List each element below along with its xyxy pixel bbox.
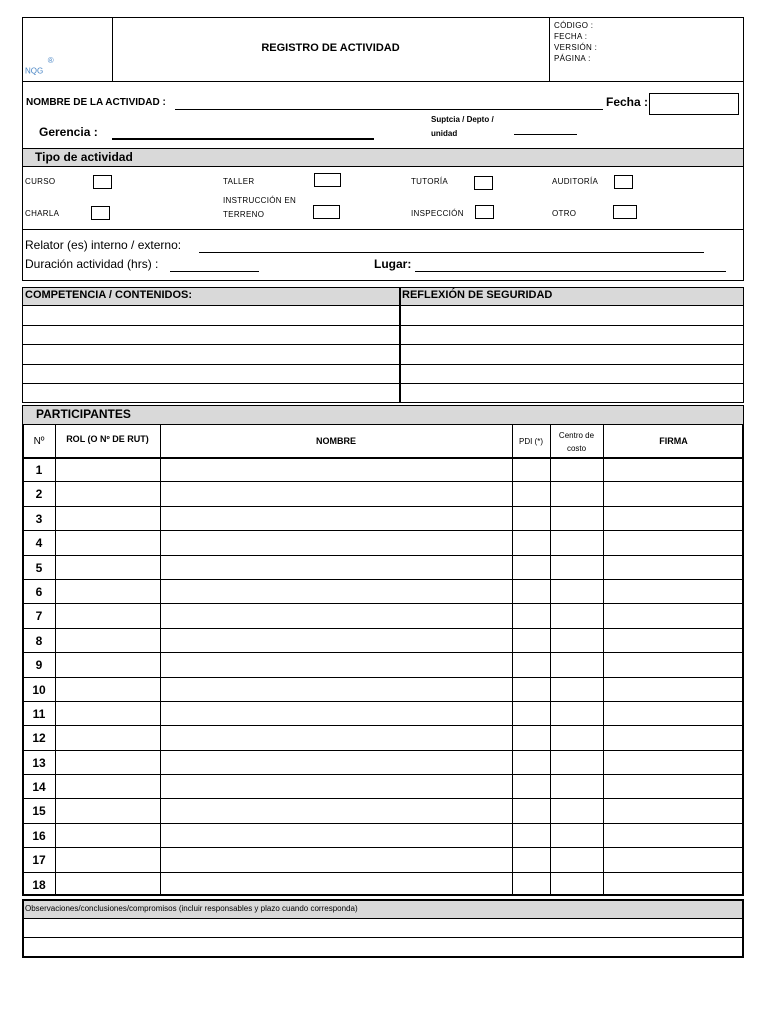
relator-label: Relator (es) interno / externo: bbox=[25, 238, 182, 252]
col-nombre-header: NOMBRE bbox=[316, 436, 356, 446]
row-number: 1 bbox=[35, 463, 43, 477]
row-number: 18 bbox=[32, 877, 46, 892]
table-row-divider bbox=[22, 750, 744, 751]
table-row-divider bbox=[22, 872, 744, 873]
gerencia-field[interactable] bbox=[112, 138, 374, 140]
tipo-inspeccion-checkbox[interactable] bbox=[475, 205, 494, 219]
lugar-field[interactable] bbox=[415, 271, 726, 272]
row-number: 16 bbox=[32, 828, 46, 843]
row-number: 6 bbox=[35, 584, 43, 599]
col-firma-header: FIRMA bbox=[659, 436, 688, 446]
row-number: 13 bbox=[32, 755, 46, 770]
table-row-divider bbox=[22, 701, 744, 702]
tipo-taller-label: TALLER bbox=[223, 177, 255, 186]
tipo-auditoria-checkbox[interactable] bbox=[614, 175, 633, 189]
row-number: 5 bbox=[35, 560, 43, 575]
col-rol-header: ROL (O Nº DE RUT) bbox=[66, 434, 149, 444]
row-number: 8 bbox=[35, 633, 43, 648]
table-row-divider bbox=[22, 798, 744, 799]
tipo-otro-checkbox[interactable] bbox=[613, 205, 637, 219]
meta-version: VERSIÓN : bbox=[554, 43, 598, 52]
table-row-divider bbox=[22, 847, 744, 848]
row-number: 3 bbox=[35, 511, 43, 526]
logo-text: NQG bbox=[25, 66, 44, 76]
table-row-divider bbox=[22, 725, 744, 726]
tipo-otro-label: OTRO bbox=[552, 209, 577, 218]
tipo-curso-checkbox[interactable] bbox=[93, 175, 112, 189]
col-centro-header bbox=[550, 429, 603, 455]
relator-field[interactable] bbox=[199, 252, 704, 253]
row-number: 10 bbox=[32, 682, 46, 697]
date-field[interactable] bbox=[649, 93, 739, 115]
participants-table bbox=[22, 424, 744, 896]
row-number: 2 bbox=[35, 487, 43, 502]
col-centro-line2: costo bbox=[566, 444, 587, 453]
meta-pagina: PÁGINA : bbox=[554, 54, 591, 63]
tipo-tutoria-checkbox[interactable] bbox=[474, 176, 493, 190]
date-label: Fecha : bbox=[606, 95, 649, 109]
row-number: 12 bbox=[32, 731, 46, 746]
tipo-instruccion-line1: INSTRUCCIÓN EN bbox=[223, 196, 297, 205]
table-row-divider bbox=[22, 628, 744, 629]
supt-label-line1: Suptcia / Depto / bbox=[431, 115, 494, 124]
row-number: 4 bbox=[35, 536, 43, 551]
tipo-tutoria-label: TUTORÍA bbox=[411, 177, 449, 186]
table-row-divider bbox=[22, 774, 744, 775]
tipo-auditoria-label: AUDITORÍA bbox=[552, 177, 599, 186]
relator-box bbox=[22, 229, 744, 281]
tipo-instruccion-checkbox[interactable] bbox=[313, 205, 340, 219]
row-number: 17 bbox=[32, 853, 46, 868]
observaciones-title: Observaciones/conclusiones/compromisos (incluir responsables y plazo cuando corresponda) bbox=[25, 904, 358, 913]
table-row-divider bbox=[22, 579, 744, 580]
col-centro-line1: Centro de bbox=[558, 431, 595, 440]
tipo-inspeccion-label: INSPECCIÓN bbox=[411, 209, 464, 218]
competencia-title: COMPETENCIA / CONTENIDOS: bbox=[25, 289, 193, 301]
tipo-curso-label: CURSO bbox=[25, 177, 56, 186]
duracion-label: Duración actividad (hrs) : bbox=[25, 257, 159, 271]
table-row-divider bbox=[22, 481, 744, 482]
table-row-divider bbox=[22, 652, 744, 653]
row-number: 9 bbox=[35, 658, 43, 673]
tipo-box bbox=[22, 166, 744, 230]
meta-codigo: CÓDIGO : bbox=[554, 21, 594, 30]
tipo-charla-checkbox[interactable] bbox=[91, 206, 110, 220]
supt-label-line2: unidad bbox=[431, 129, 458, 138]
table-row-divider bbox=[22, 530, 744, 531]
row-number: 7 bbox=[35, 609, 43, 624]
lugar-label: Lugar: bbox=[374, 257, 412, 271]
supt-field[interactable] bbox=[514, 134, 577, 135]
table-row-divider bbox=[22, 506, 744, 507]
tipo-instruccion-label bbox=[223, 194, 296, 222]
participants-title: PARTICIPANTES bbox=[36, 407, 131, 421]
supt-label bbox=[431, 113, 494, 141]
tipo-taller-checkbox[interactable] bbox=[314, 173, 341, 187]
page-title: REGISTRO DE ACTIVIDAD bbox=[261, 42, 400, 54]
row-number: 14 bbox=[32, 780, 46, 795]
meta-block bbox=[554, 20, 597, 64]
table-row-divider bbox=[22, 823, 744, 824]
reflexion-title: REFLEXIÓN DE SEGURIDAD bbox=[402, 289, 553, 301]
gerencia-label: Gerencia : bbox=[39, 125, 98, 139]
table-row-divider bbox=[22, 677, 744, 678]
activity-name-field[interactable] bbox=[175, 109, 603, 110]
table-row-divider bbox=[22, 555, 744, 556]
col-num-header: Nº bbox=[33, 436, 45, 447]
tipo-charla-label: CHARLA bbox=[25, 209, 60, 218]
tipo-instruccion-line2: TERRENO bbox=[223, 210, 265, 219]
registered-mark: ® bbox=[47, 56, 54, 65]
duracion-field[interactable] bbox=[170, 271, 259, 272]
table-row-divider bbox=[22, 603, 744, 604]
row-number: 15 bbox=[32, 804, 46, 819]
activity-name-label: NOMBRE DE LA ACTIVIDAD : bbox=[26, 97, 166, 108]
row-number: 11 bbox=[32, 706, 46, 721]
col-pdi-header: PDI (*) bbox=[519, 437, 543, 446]
logo bbox=[25, 56, 54, 78]
meta-fecha: FECHA : bbox=[554, 32, 588, 41]
tipo-title: Tipo de actividad bbox=[35, 150, 133, 164]
